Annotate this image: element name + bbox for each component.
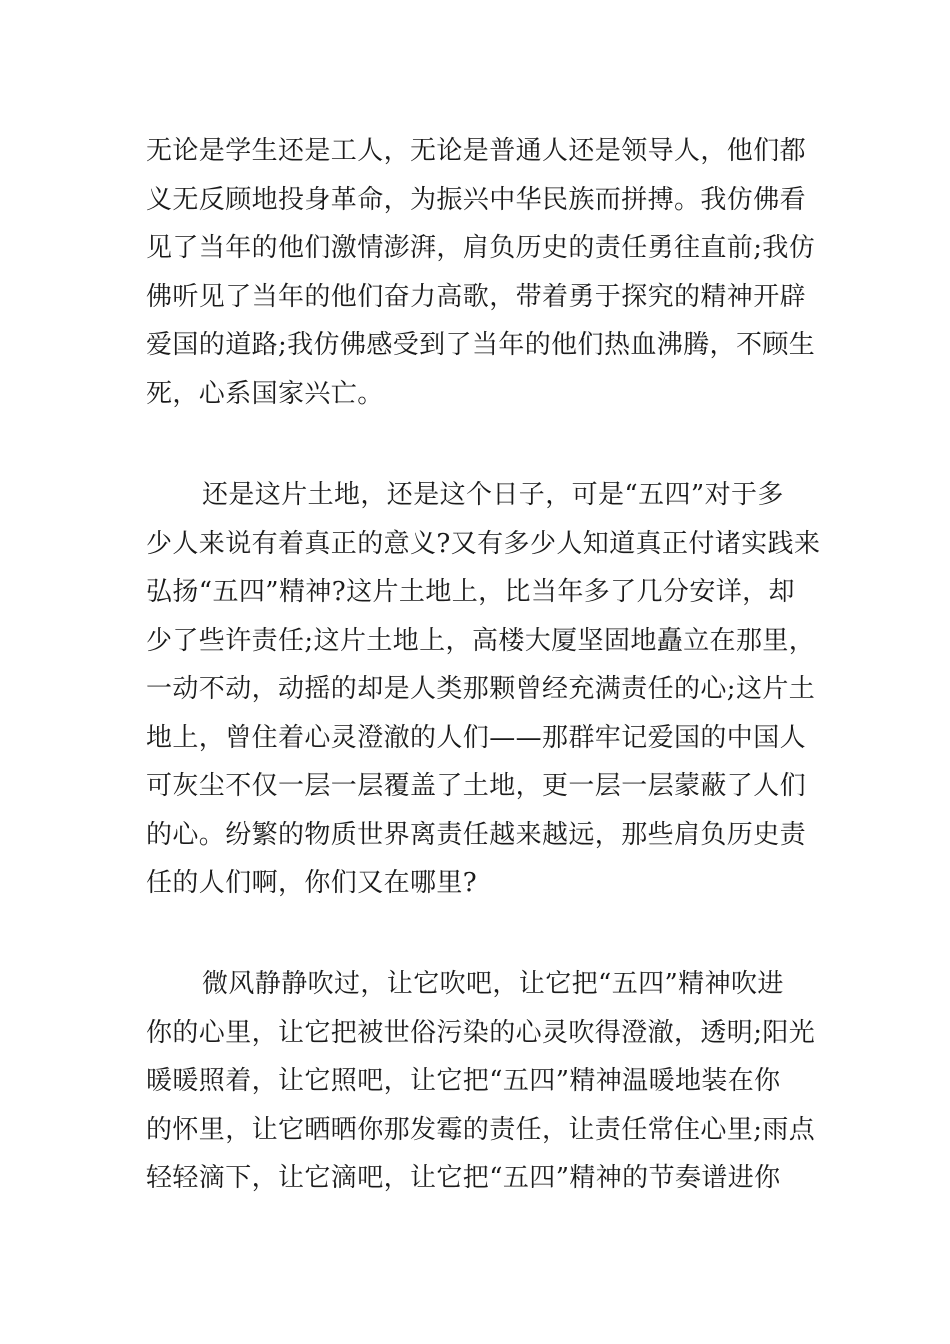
paragraph-first-line: 微风静静吹过，让它吹吧，让它把“五四”精神吹进 [202,969,784,999]
paragraph-line: 少了些许责任;这片土地上，高楼大厦坚固地矗立在那里， [146,625,816,656]
paragraph-line: 见了当年的他们激情澎湃，肩负历史的责任勇往直前;我仿 [146,233,816,263]
paragraph-line: 爱国的道路;我仿佛感受到了当年的他们热血沸腾，不顾生 [146,330,816,360]
paragraph-2 [146,471,821,908]
paragraph-first-line: 还是这片土地，还是这个日子，可是“五四”对于多 [202,480,784,510]
paragraph-line: 死，心系国家兴亡。 [146,378,384,409]
paragraph-line: 少人来说有着真正的意义?又有多少人知道真正付诸实践来 [146,528,821,559]
paragraph-line: 你的心里，让它把被世俗污染的心灵吹得澄澈，透明;阳光 [146,1017,816,1048]
paragraph-line: 弘扬“五四”精神?这片土地上，比当年多了几分安详，却 [146,577,795,607]
paragraph-line: 可灰尘不仅一层一层覆盖了土地，更一层一层蒙蔽了人们 [146,771,807,801]
paragraph-line: 佛听见了当年的他们奋力高歌，带着勇于探究的精神开辟 [146,281,807,312]
paragraph-line: 地上，曾住着心灵澄澈的人们——那群牢记爱国的中国人 [146,722,807,753]
paragraph-line: 的怀里，让它晒晒你那发霉的责任，让责任常住心里;雨点 [146,1114,816,1145]
paragraph-line: 义无反顾地投身革命，为振兴中华民族而拼搏。我仿佛看 [146,184,807,215]
paragraph-line: 任的人们啊，你们又在哪里? [146,868,478,898]
paragraph-line: 一动不动，动摇的却是人类那颗曾经充满责任的心;这片土 [146,674,816,704]
paragraph-line: 的心。纷繁的物质世界离责任越来越远，那些肩负历史责 [146,819,807,850]
paragraph-line: 轻轻滴下，让它滴吧，让它把“五四”精神的节奏谱进你 [146,1163,781,1193]
paragraph-3 [146,960,816,1203]
paragraph-1 [146,127,816,418]
paragraph-line: 无论是学生还是工人，无论是普通人还是领导人，他们都 [146,136,807,166]
paragraph-line: 暖暖照着，让它照吧，让它把“五四”精神温暖地装在你 [146,1066,781,1096]
